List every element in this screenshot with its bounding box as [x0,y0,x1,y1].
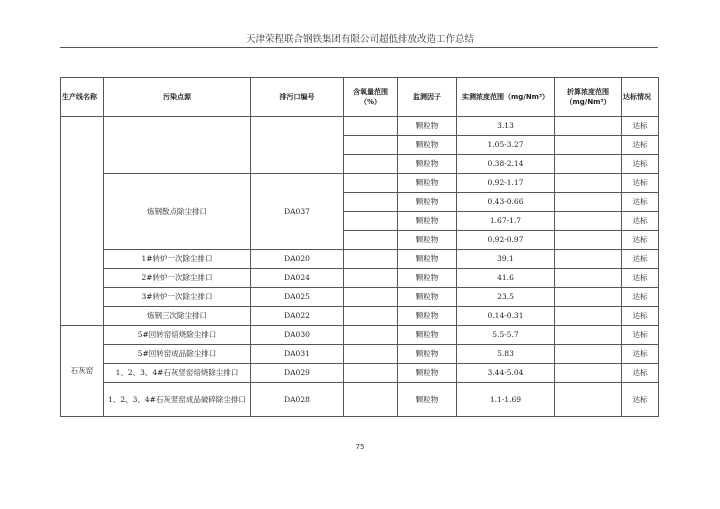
outlet-cell: DA024 [251,269,344,288]
factor-cell: 颗粒物 [398,307,457,326]
col-header-converted [555,78,622,117]
oxygen-cell [344,326,398,345]
status-cell: 达标 [622,117,659,136]
measured-cell: 3.44-5.04 [457,364,555,383]
table-row [61,174,659,193]
measured-cell: 23.5 [457,288,555,307]
table-row [61,288,659,307]
line-cell-lime-kiln: 石灰窑 [61,326,104,417]
source-cell [104,117,251,174]
converted-cell [555,288,622,307]
status-cell: 达标 [622,174,659,193]
table-row [61,345,659,364]
factor-cell: 颗粒物 [398,288,457,307]
source-cell: 炼钢三次除尘排口 [104,307,251,326]
col-header-outlet: 排污口编号 [251,78,344,117]
oxygen-cell [344,117,398,136]
status-cell: 达标 [622,136,659,155]
col-header-converted-line2: （mg/Nm³） [565,98,611,106]
factor-cell: 颗粒物 [398,174,457,193]
measured-cell: 0.14-0.31 [457,307,555,326]
status-cell: 达标 [622,155,659,174]
factor-cell: 颗粒物 [398,117,457,136]
outlet-cell: DA020 [251,250,344,269]
source-cell: 1、2、3、4#石灰竖窑成品破碎除尘排口 [104,383,251,417]
measured-cell: 5.83 [457,345,555,364]
factor-cell: 颗粒物 [398,155,457,174]
measured-cell: 0.92-1.17 [457,174,555,193]
status-cell: 达标 [622,364,659,383]
oxygen-cell [344,288,398,307]
source-cell-steel-scatter: 炼钢散点除尘排口 [104,174,251,250]
page-number: 75 [355,443,365,451]
col-header-oxygen-line1: 含氧量范围 [353,88,388,96]
status-cell: 达标 [622,326,659,345]
outlet-cell [251,117,344,174]
outlet-cell: DA022 [251,307,344,326]
source-cell: 5#回转窑成品除尘排口 [104,345,251,364]
status-cell: 达标 [622,269,659,288]
status-cell: 达标 [622,231,659,250]
converted-cell [555,174,622,193]
oxygen-cell [344,231,398,250]
factor-cell: 颗粒物 [398,212,457,231]
measured-cell: 1.67-1.7 [457,212,555,231]
oxygen-cell [344,364,398,383]
col-header-converted-line1: 折算浓度范围 [567,88,609,96]
outlet-cell: DA031 [251,345,344,364]
oxygen-cell [344,155,398,174]
factor-cell: 颗粒物 [398,269,457,288]
oxygen-cell [344,193,398,212]
source-cell: 2#转炉一次除尘排口 [104,269,251,288]
page-header-title: 天津荣程联合钢铁集团有限公司超低排放改造工作总结 [245,34,474,45]
converted-cell [555,307,622,326]
measured-cell: 3.13 [457,117,555,136]
source-cell: 5#回转窑焙烧除尘排口 [104,326,251,345]
factor-cell: 颗粒物 [398,383,457,417]
outlet-cell: DA029 [251,364,344,383]
oxygen-cell [344,212,398,231]
measured-cell: 0.38-2.14 [457,155,555,174]
table-row [61,364,659,383]
oxygen-cell [344,136,398,155]
col-header-oxygen-line2: （%） [359,98,381,106]
factor-cell: 颗粒物 [398,250,457,269]
measured-cell: 41.6 [457,269,555,288]
col-header-line: 生产线名称 [61,78,104,117]
table-row [61,269,659,288]
oxygen-cell [344,383,398,417]
col-header-measured: 实测浓度范围（mg/Nm³） [457,78,555,117]
converted-cell [555,117,622,136]
converted-cell [555,250,622,269]
table-row [61,250,659,269]
table-row [61,383,659,417]
converted-cell [555,364,622,383]
status-cell: 达标 [622,345,659,364]
table-row [61,307,659,326]
measured-cell: 0.92-0.97 [457,231,555,250]
col-header-oxygen [344,78,398,117]
source-cell: 3#转炉一次除尘排口 [104,288,251,307]
line-cell-steel [61,117,104,326]
status-cell: 达标 [622,212,659,231]
converted-cell [555,212,622,231]
col-header-status: 达标情况 [622,78,659,117]
outlet-cell: DA028 [251,383,344,417]
factor-cell: 颗粒物 [398,136,457,155]
converted-cell [555,345,622,364]
emission-table [60,77,659,417]
oxygen-cell [344,174,398,193]
status-cell: 达标 [622,193,659,212]
outlet-cell: DA030 [251,326,344,345]
converted-cell [555,326,622,345]
table-row [61,326,659,345]
header-rule [60,47,658,48]
factor-cell: 颗粒物 [398,193,457,212]
status-cell: 达标 [622,288,659,307]
status-cell: 达标 [622,250,659,269]
measured-cell: 5.5-5.7 [457,326,555,345]
converted-cell [555,193,622,212]
factor-cell: 颗粒物 [398,345,457,364]
converted-cell [555,383,622,417]
source-cell: 1#转炉一次除尘排口 [104,250,251,269]
oxygen-cell [344,269,398,288]
outlet-cell-da037: DA037 [251,174,344,250]
measured-cell: 0.43-0.66 [457,193,555,212]
col-header-factor: 监测因子 [398,78,457,117]
table-row [61,117,659,136]
oxygen-cell [344,345,398,364]
measured-cell: 39.1 [457,250,555,269]
converted-cell [555,269,622,288]
measured-cell: 1.05-3.27 [457,136,555,155]
source-cell: 1、2、3、4#石灰竖窑焙烧除尘排口 [104,364,251,383]
factor-cell: 颗粒物 [398,326,457,345]
converted-cell [555,155,622,174]
oxygen-cell [344,250,398,269]
factor-cell: 颗粒物 [398,231,457,250]
oxygen-cell [344,307,398,326]
factor-cell: 颗粒物 [398,364,457,383]
measured-cell: 1.1-1.69 [457,383,555,417]
col-header-source: 污染点源 [104,78,251,117]
converted-cell [555,231,622,250]
outlet-cell: DA025 [251,288,344,307]
status-cell: 达标 [622,307,659,326]
converted-cell [555,136,622,155]
status-cell: 达标 [622,383,659,417]
table-header-row [61,78,659,117]
